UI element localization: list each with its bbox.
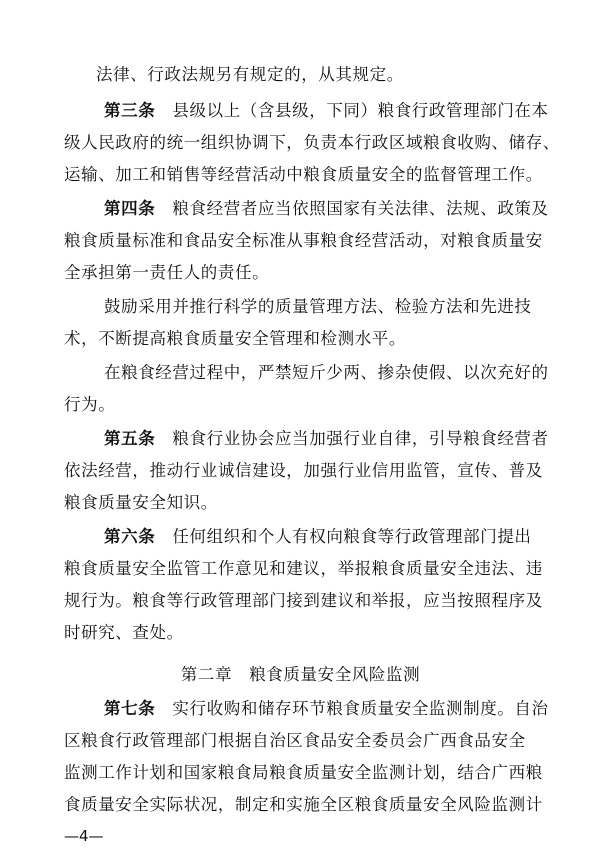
chapter-heading: 第二章 粮食质量安全风险监测 [180, 665, 421, 684]
article-text: 粮食经营者应当依照国家有关法律、法规、政策及 [172, 199, 549, 218]
article-text: 实行收购和储存环节粮食质量安全监测制度。自治 [172, 699, 549, 718]
article-line [104, 428, 549, 450]
article-label: 第六条 [104, 527, 156, 546]
article-line [104, 198, 549, 220]
text-line: 鼓励采用并推行科学的质量管理方法、检验方法和先进技 [104, 297, 532, 316]
text-line: 粮食质量安全知识。 [64, 493, 218, 512]
page-number: —4— [64, 827, 104, 845]
text-line: 在粮食经营过程中，严禁短斤少两、掺杂使假、以次充好的 [104, 363, 549, 382]
text-line: 粮食质量标准和食品安全标准从事粮食经营活动，对粮食质量安 [64, 231, 543, 250]
text-line: 区粮食行政管理部门根据自治区食品安全委员会广西食品安全 [64, 731, 526, 750]
text-line: 运输、加工和销售等经营活动中粮食质量安全的监督管理工作。 [64, 165, 543, 184]
article-line [104, 100, 549, 122]
article-text: 粮食行业协会应当加强行业自律，引导粮食经营者 [172, 429, 549, 448]
text-line: 法律、行政法规另有规定的，从其规定。 [96, 65, 404, 84]
article-text: 任何组织和个人有权向粮食等行政管理部门提出 [172, 527, 532, 546]
article-label: 第七条 [104, 699, 156, 718]
text-line: 全承担第一责任人的责任。 [64, 263, 270, 282]
text-line: 监测工作计划和国家粮食局粮食质量安全监测计划，结合广西粮 [64, 763, 543, 782]
text-line: 时研究、查处。 [64, 623, 184, 642]
text-line: 依法经营，推动行业诚信建设，加强行业信用监管，宣传、普及 [64, 461, 543, 480]
text-line: 粮食质量安全监管工作意见和建议，举报粮食质量安全违法、违 [64, 559, 543, 578]
article-label: 第三条 [104, 101, 156, 120]
article-line [104, 698, 549, 720]
article-label: 第四条 [104, 199, 156, 218]
article-label: 第五条 [104, 429, 156, 448]
text-line: 食质量安全实际状况，制定和实施全区粮食质量安全风险监测计 [64, 795, 543, 814]
text-line: 级人民政府的统一组织协调下，负责本行政区域粮食收购、储存、 [64, 133, 560, 152]
article-text: 县级以上（含县级，下同）粮食行政管理部门在本 [172, 101, 549, 120]
article-line [104, 526, 532, 548]
text-line: 规行为。粮食等行政管理部门接到建议和举报，应当按照程序及 [64, 591, 543, 610]
text-line: 术，不断提高粮食质量安全管理和检测水平。 [64, 329, 406, 348]
text-line: 行为。 [64, 395, 116, 414]
